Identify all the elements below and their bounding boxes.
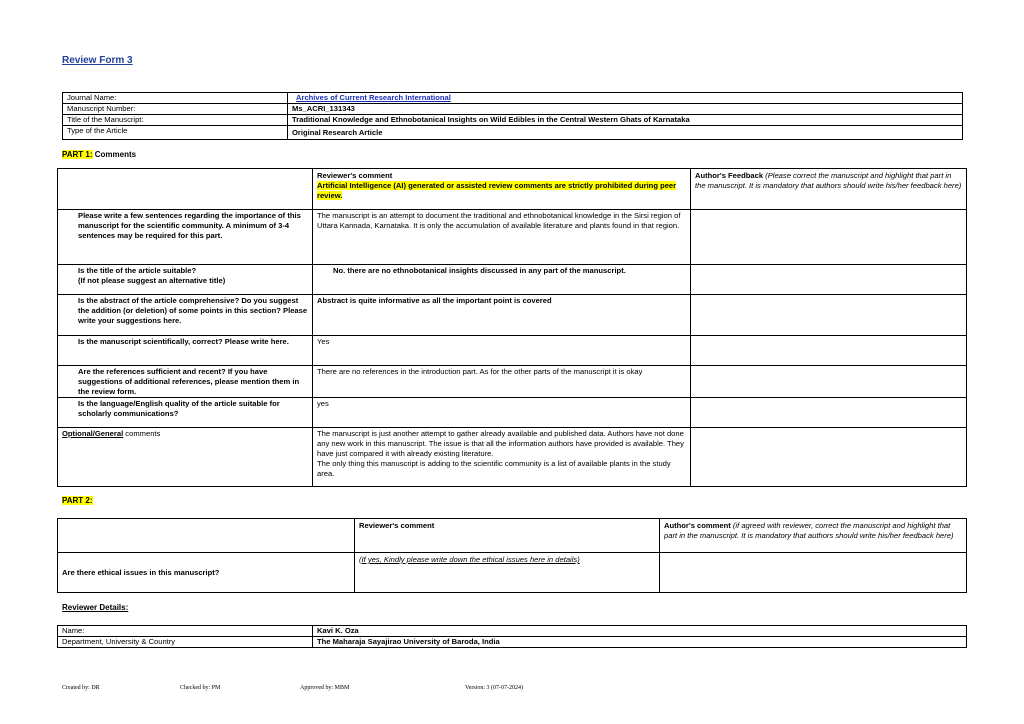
author-feedback-header: Author's Feedback (Please correct the manuscript and highlight that part in the manuscript. It is mandatory that authors should write his/her feedback here) bbox=[691, 169, 967, 210]
article-type: Original Research Article bbox=[288, 126, 963, 140]
answer-scientific: Yes bbox=[313, 336, 691, 366]
part1-table bbox=[57, 168, 967, 487]
question-language: Is the language/English quality of the article suitable for scholarly communications? bbox=[58, 398, 313, 428]
reviewer-dept: The Maharaja Sayajirao University of Baroda, India bbox=[313, 637, 967, 648]
reviewer-dept-label: Department, University & Country bbox=[58, 637, 313, 648]
reviewer-details-heading: Reviewer Details: bbox=[62, 603, 129, 612]
reviewer-name: Kavi K. Oza bbox=[313, 626, 967, 637]
author-feedback-abstract[interactable] bbox=[691, 295, 967, 336]
question-title: Is the title of the article suitable? (If not please suggest an alternative title) bbox=[58, 265, 313, 295]
part2-corner-cell bbox=[58, 519, 355, 553]
footer-created: Created by: DR bbox=[62, 685, 100, 691]
type-label: Type of the Article bbox=[63, 126, 288, 140]
journal-label: Journal Name: bbox=[63, 93, 288, 104]
author-feedback-references[interactable] bbox=[691, 366, 967, 398]
title-label: Title of the Manuscript: bbox=[63, 115, 288, 126]
answer-language: yes bbox=[313, 398, 691, 428]
manuscript-number: Ms_ACRI_131343 bbox=[288, 104, 963, 115]
reviewer-details-table bbox=[57, 625, 967, 648]
ai-notice: Artificial Intelligence (AI) generated or assisted review comments are strictly prohibited during peer review. bbox=[317, 181, 677, 200]
footer-checked: Checked by: PM bbox=[180, 685, 221, 691]
author-feedback-optional[interactable] bbox=[691, 428, 967, 487]
reviewer-name-label: Name: bbox=[58, 626, 313, 637]
question-scientific: Is the manuscript scientifically, correct? Please write here. bbox=[58, 336, 313, 366]
ethical-hint: (If yes, Kindly please write down the ethical issues here in details) bbox=[359, 555, 580, 564]
form-title: Review Form 3 bbox=[62, 55, 133, 66]
author-feedback-title[interactable] bbox=[691, 265, 967, 295]
part1-label: PART 1: Comments bbox=[62, 150, 137, 159]
ethical-answer-cell[interactable] bbox=[355, 553, 660, 593]
part2-author-header: Author's comment (if agreed with reviewer, correct the manuscript and highlight that part in the manuscript. It is mandatory that authors should write his/her feedback here) bbox=[660, 519, 967, 553]
footer-version: Version: 3 (07-07-2024) bbox=[465, 685, 523, 691]
part2-table bbox=[57, 518, 967, 593]
answer-title: No. there are no ethnobotanical insights discussed in any part of the manuscript. bbox=[313, 265, 691, 295]
journal-link[interactable]: Archives of Current Research International bbox=[296, 93, 451, 102]
author-feedback-language[interactable] bbox=[691, 398, 967, 428]
answer-abstract: Abstract is quite informative as all the important point is covered bbox=[313, 295, 691, 336]
question-references: Are the references sufficient and recent? If you have suggestions of additional references, please mention them in the review form. bbox=[58, 366, 313, 398]
answer-importance: The manuscript is an attempt to document the traditional and ethnobotanical knowledge in the Sirsi region of Uttara Kannada, Karnataka. It is only the accumulation of available literature and plants found in that region. bbox=[313, 210, 691, 265]
footer-approved: Approved by: MBM bbox=[300, 685, 350, 691]
part1-corner-cell bbox=[58, 169, 313, 210]
author-feedback-scientific[interactable] bbox=[691, 336, 967, 366]
part2-label: PART 2: bbox=[62, 496, 93, 505]
ethical-question: Are there ethical issues in this manuscript? bbox=[58, 553, 355, 593]
manuscript-info-table bbox=[62, 92, 963, 140]
optional-comments-label: Optional/General comments bbox=[58, 428, 313, 487]
optional-comments-text: The manuscript is just another attempt to gather already available and published data. Authors have not done any new work in this manuscript. The issue is that all the information authors have provided is available. They have just compared it with already existing literature. The only thing this manuscript is adding to the scientific community is a list of available plants in the study area. bbox=[313, 428, 691, 487]
part2-reviewer-header: Reviewer's comment bbox=[355, 519, 660, 553]
manuscript-title: Traditional Knowledge and Ethnobotanical Insights on Wild Edibles in the Central Western Ghats of Karnataka bbox=[288, 115, 963, 126]
journal-value-cell bbox=[288, 93, 963, 104]
question-importance: Please write a few sentences regarding the importance of this manuscript for the scientific community. A minimum of 3-4 sentences may be required for this part. bbox=[58, 210, 313, 265]
reviewer-comment-header: Reviewer's comment Artificial Intelligence (AI) generated or assisted review comments are strictly prohibited during peer review. bbox=[313, 169, 691, 210]
part2-author-comment[interactable] bbox=[660, 553, 967, 593]
answer-references: There are no references in the introduction part. As for the other parts of the manuscript it is okay bbox=[313, 366, 691, 398]
question-abstract: Is the abstract of the article comprehensive? Do you suggest the addition (or deletion) of some points in this section? Please write your suggestions here. bbox=[58, 295, 313, 336]
author-feedback-importance[interactable] bbox=[691, 210, 967, 265]
manuscript-label: Manuscript Number: bbox=[63, 104, 288, 115]
